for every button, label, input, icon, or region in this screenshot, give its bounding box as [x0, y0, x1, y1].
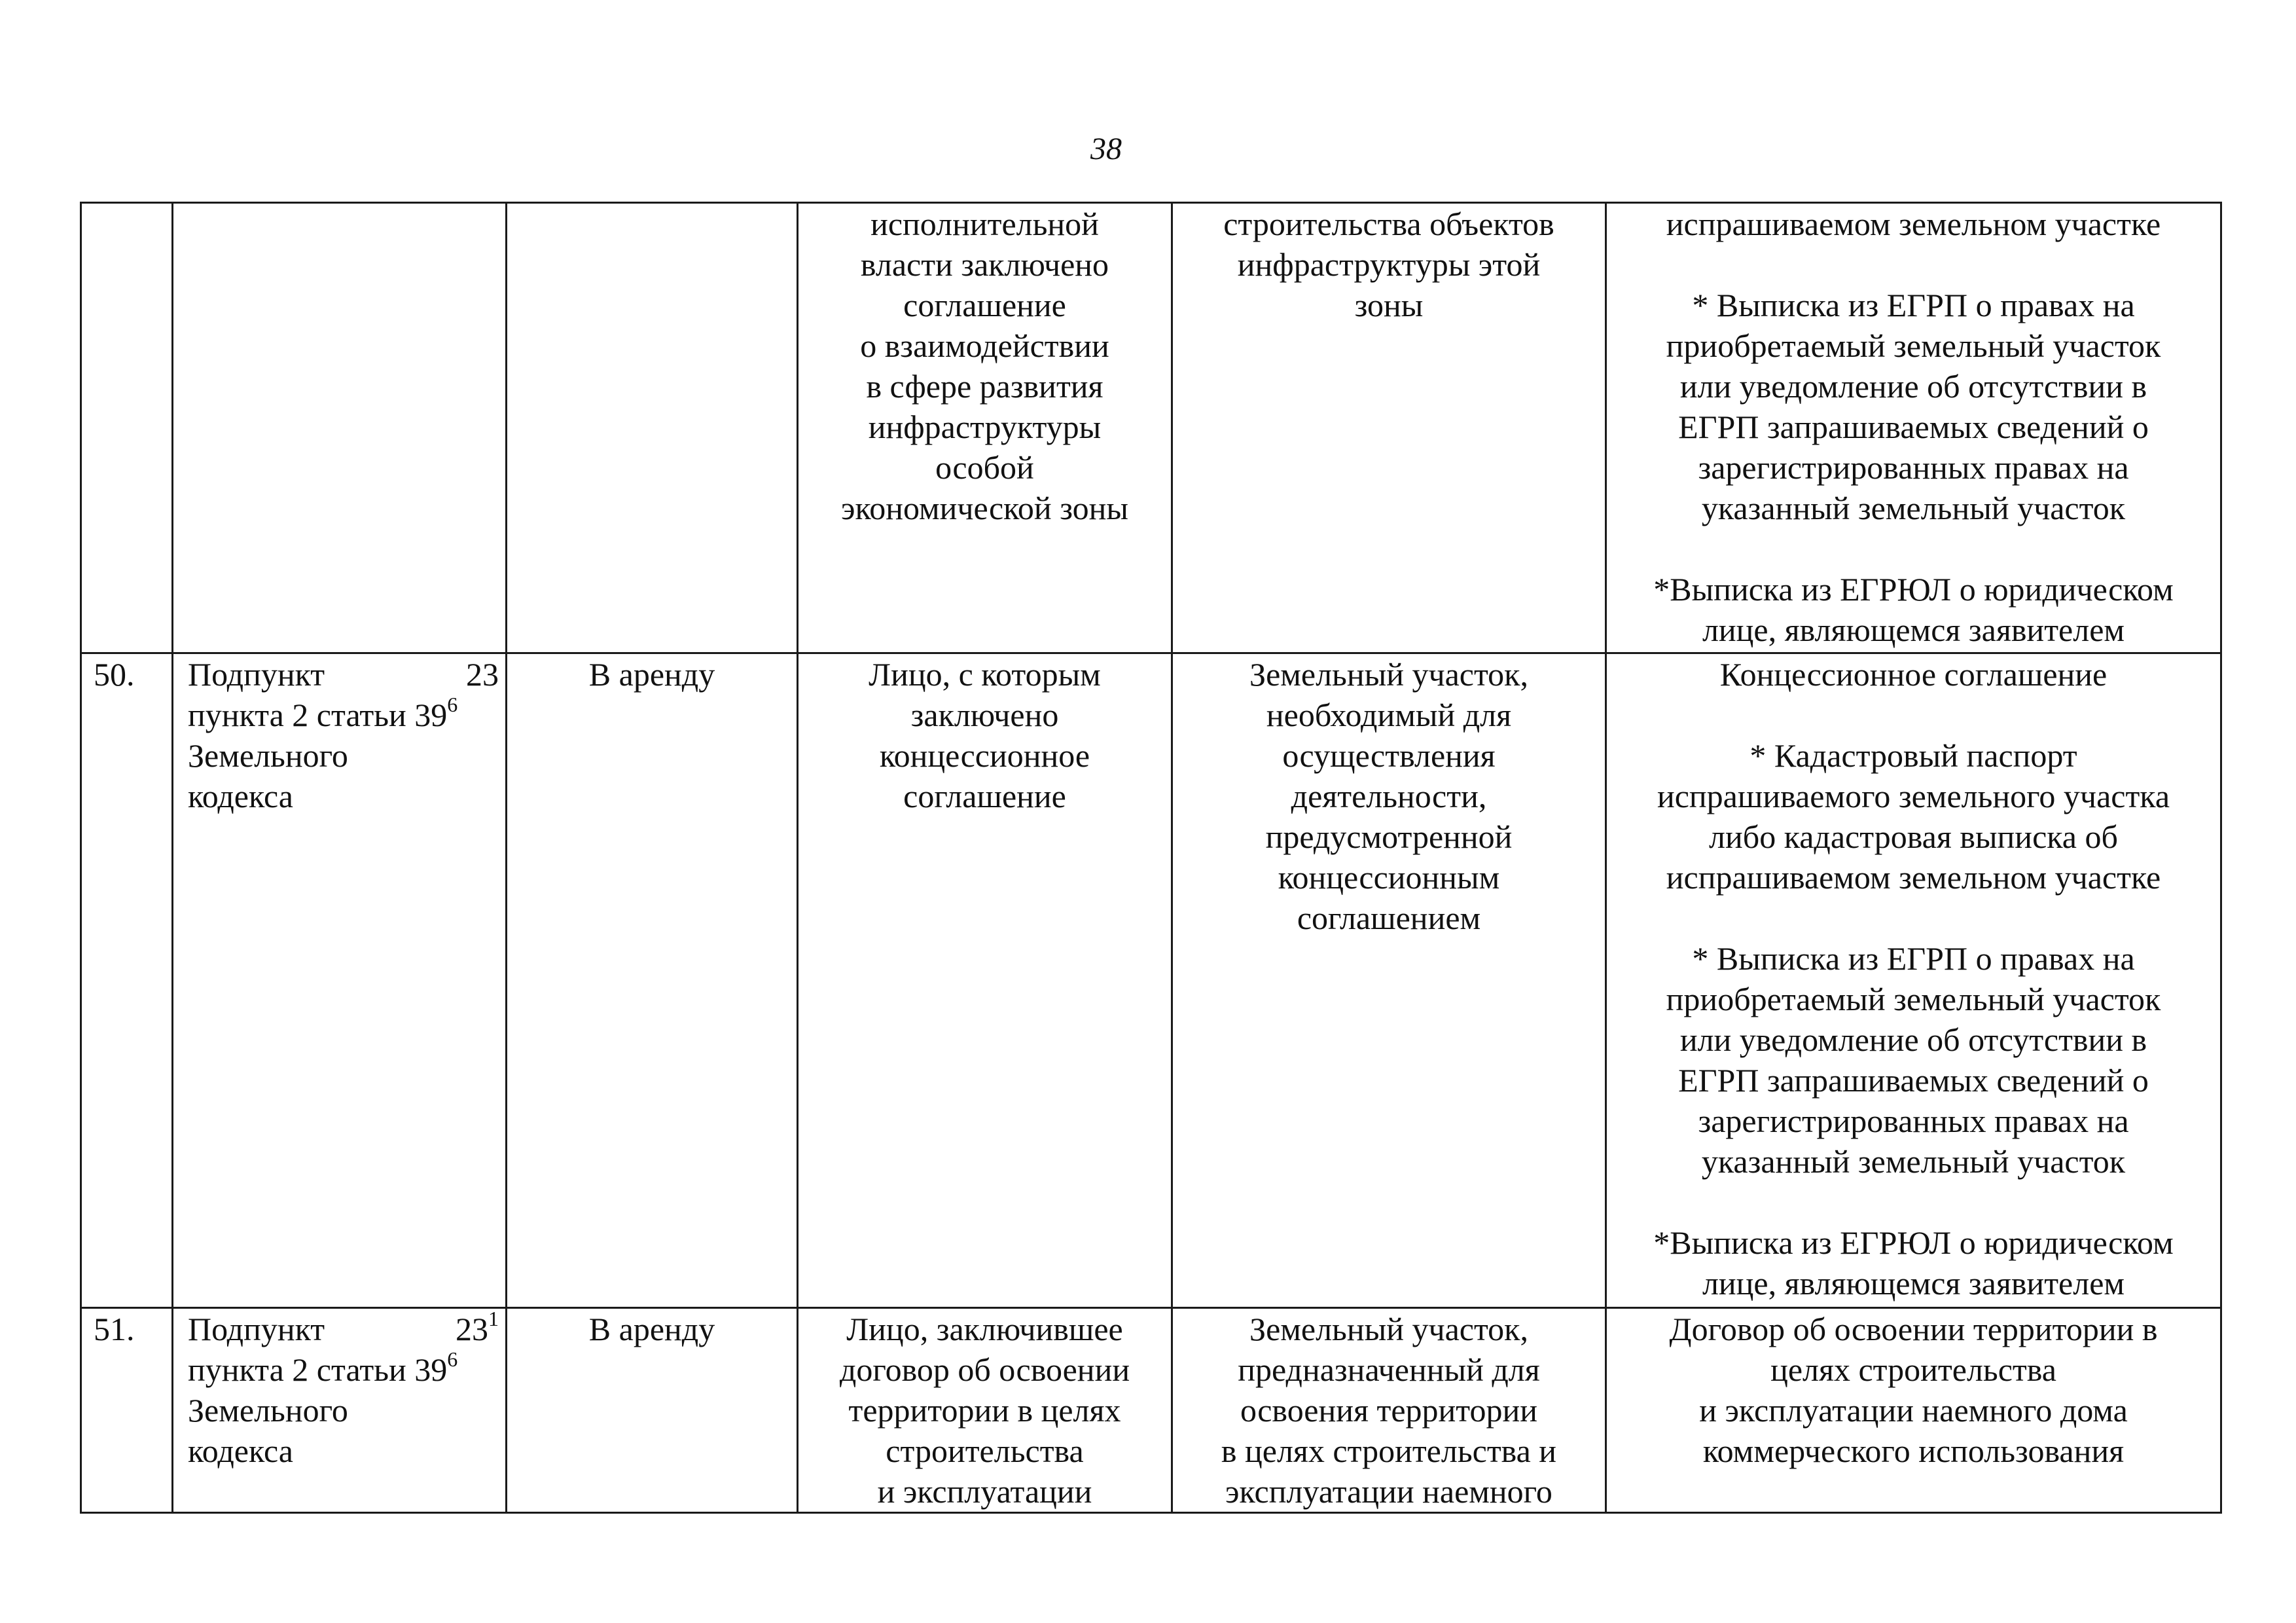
basis-line-2: пункта 2 статьи $39^6$ — [188, 1347, 458, 1388]
basis-line-1 — [188, 1309, 499, 1349]
row-number-cell: 50. — [81, 653, 173, 1308]
document-item: Концессионное соглашение — [1719, 656, 2108, 693]
land-plot-text: строительства объектов инфраструктуры этой зоны — [1223, 206, 1554, 323]
right-type-cell — [507, 203, 798, 653]
right-type-cell: В аренду — [507, 1308, 798, 1513]
right-type-cell: В аренду — [507, 653, 798, 1308]
row-number-cell — [81, 203, 173, 653]
basis-line-1 — [188, 654, 499, 695]
document-item: * Выписка из ЕГРП о правах на приобретаемый земельный участок или уведомление об отсутствии в ЕГРП запрашиваемых сведений о зарегистрированных правах на указанный земельный участок — [1666, 287, 2161, 526]
page-number: 38 — [1090, 132, 1122, 166]
basis-cell — [173, 653, 507, 1308]
basis-rest: Земельного кодекса — [188, 737, 348, 814]
land-plot-text: Земельный участок, необходимый для осуществления деятельности, предусмотренной концессионным соглашением — [1249, 656, 1528, 936]
land-plot-cell — [1172, 203, 1606, 653]
documents-cell — [1606, 1308, 2221, 1513]
basis-cell — [173, 1308, 507, 1513]
basis-word: Подпункт — [188, 1311, 325, 1347]
applicant-text: Лицо, с которым заключено концессионное соглашение — [869, 656, 1101, 814]
applicant-text: Лицо, заключившее договор об освоении территории в целях строительства и эксплуатации — [839, 1311, 1130, 1510]
document-table — [80, 202, 2222, 1514]
basis-cell — [173, 203, 507, 653]
applicant-text: исполнительной власти заключено соглашение о взаимодействии в сфере развития инфраструктуры особой экономической зоны — [840, 206, 1128, 526]
document-item: * Кадастровый паспорт испрашиваемого земельного участка либо кадастровая выписка об испрашиваемом земельном участке — [1657, 737, 2170, 896]
basis-subpoint-number: 23 — [466, 656, 499, 693]
document-item: Договор об освоении территории в целях строительства и эксплуатации наемного дома коммерческого использования — [1669, 1311, 2158, 1469]
applicant-cell — [798, 653, 1172, 1308]
basis-line-2: пункта 2 статьи $39^6$ — [188, 693, 458, 733]
row-number-cell: 51. — [81, 1308, 173, 1513]
table-row-51 — [81, 1308, 2221, 1513]
document-item: * Выписка из ЕГРП о правах на приобретаемый земельный участок или уведомление об отсутствии в ЕГРП запрашиваемых сведений о зарегистрированных правах на указанный земельный участок — [1666, 940, 2161, 1180]
applicant-cell — [798, 1308, 1172, 1513]
table-row-continuation — [81, 203, 2221, 653]
land-plot-cell — [1172, 1308, 1606, 1513]
table-row-50 — [81, 653, 2221, 1308]
documents-cell — [1606, 203, 2221, 653]
land-plot-text: Земельный участок, предназначенный для освоения территории в целях строительства и эксплуатации наемного — [1221, 1311, 1557, 1510]
land-plot-cell — [1172, 653, 1606, 1308]
applicant-cell — [798, 203, 1172, 653]
document-item: испрашиваемом земельном участке — [1666, 206, 2161, 242]
documents-cell — [1606, 653, 2221, 1308]
basis-word: Подпункт — [188, 656, 325, 693]
basis-rest: Земельного кодекса — [188, 1392, 348, 1469]
document-item: *Выписка из ЕГРЮЛ о юридическом лице, являющемся заявителем — [1653, 571, 2174, 648]
document-item: *Выписка из ЕГРЮЛ о юридическом лице, являющемся заявителем — [1653, 1224, 2174, 1302]
basis-subpoint-number: $23^1$ — [456, 1307, 499, 1347]
